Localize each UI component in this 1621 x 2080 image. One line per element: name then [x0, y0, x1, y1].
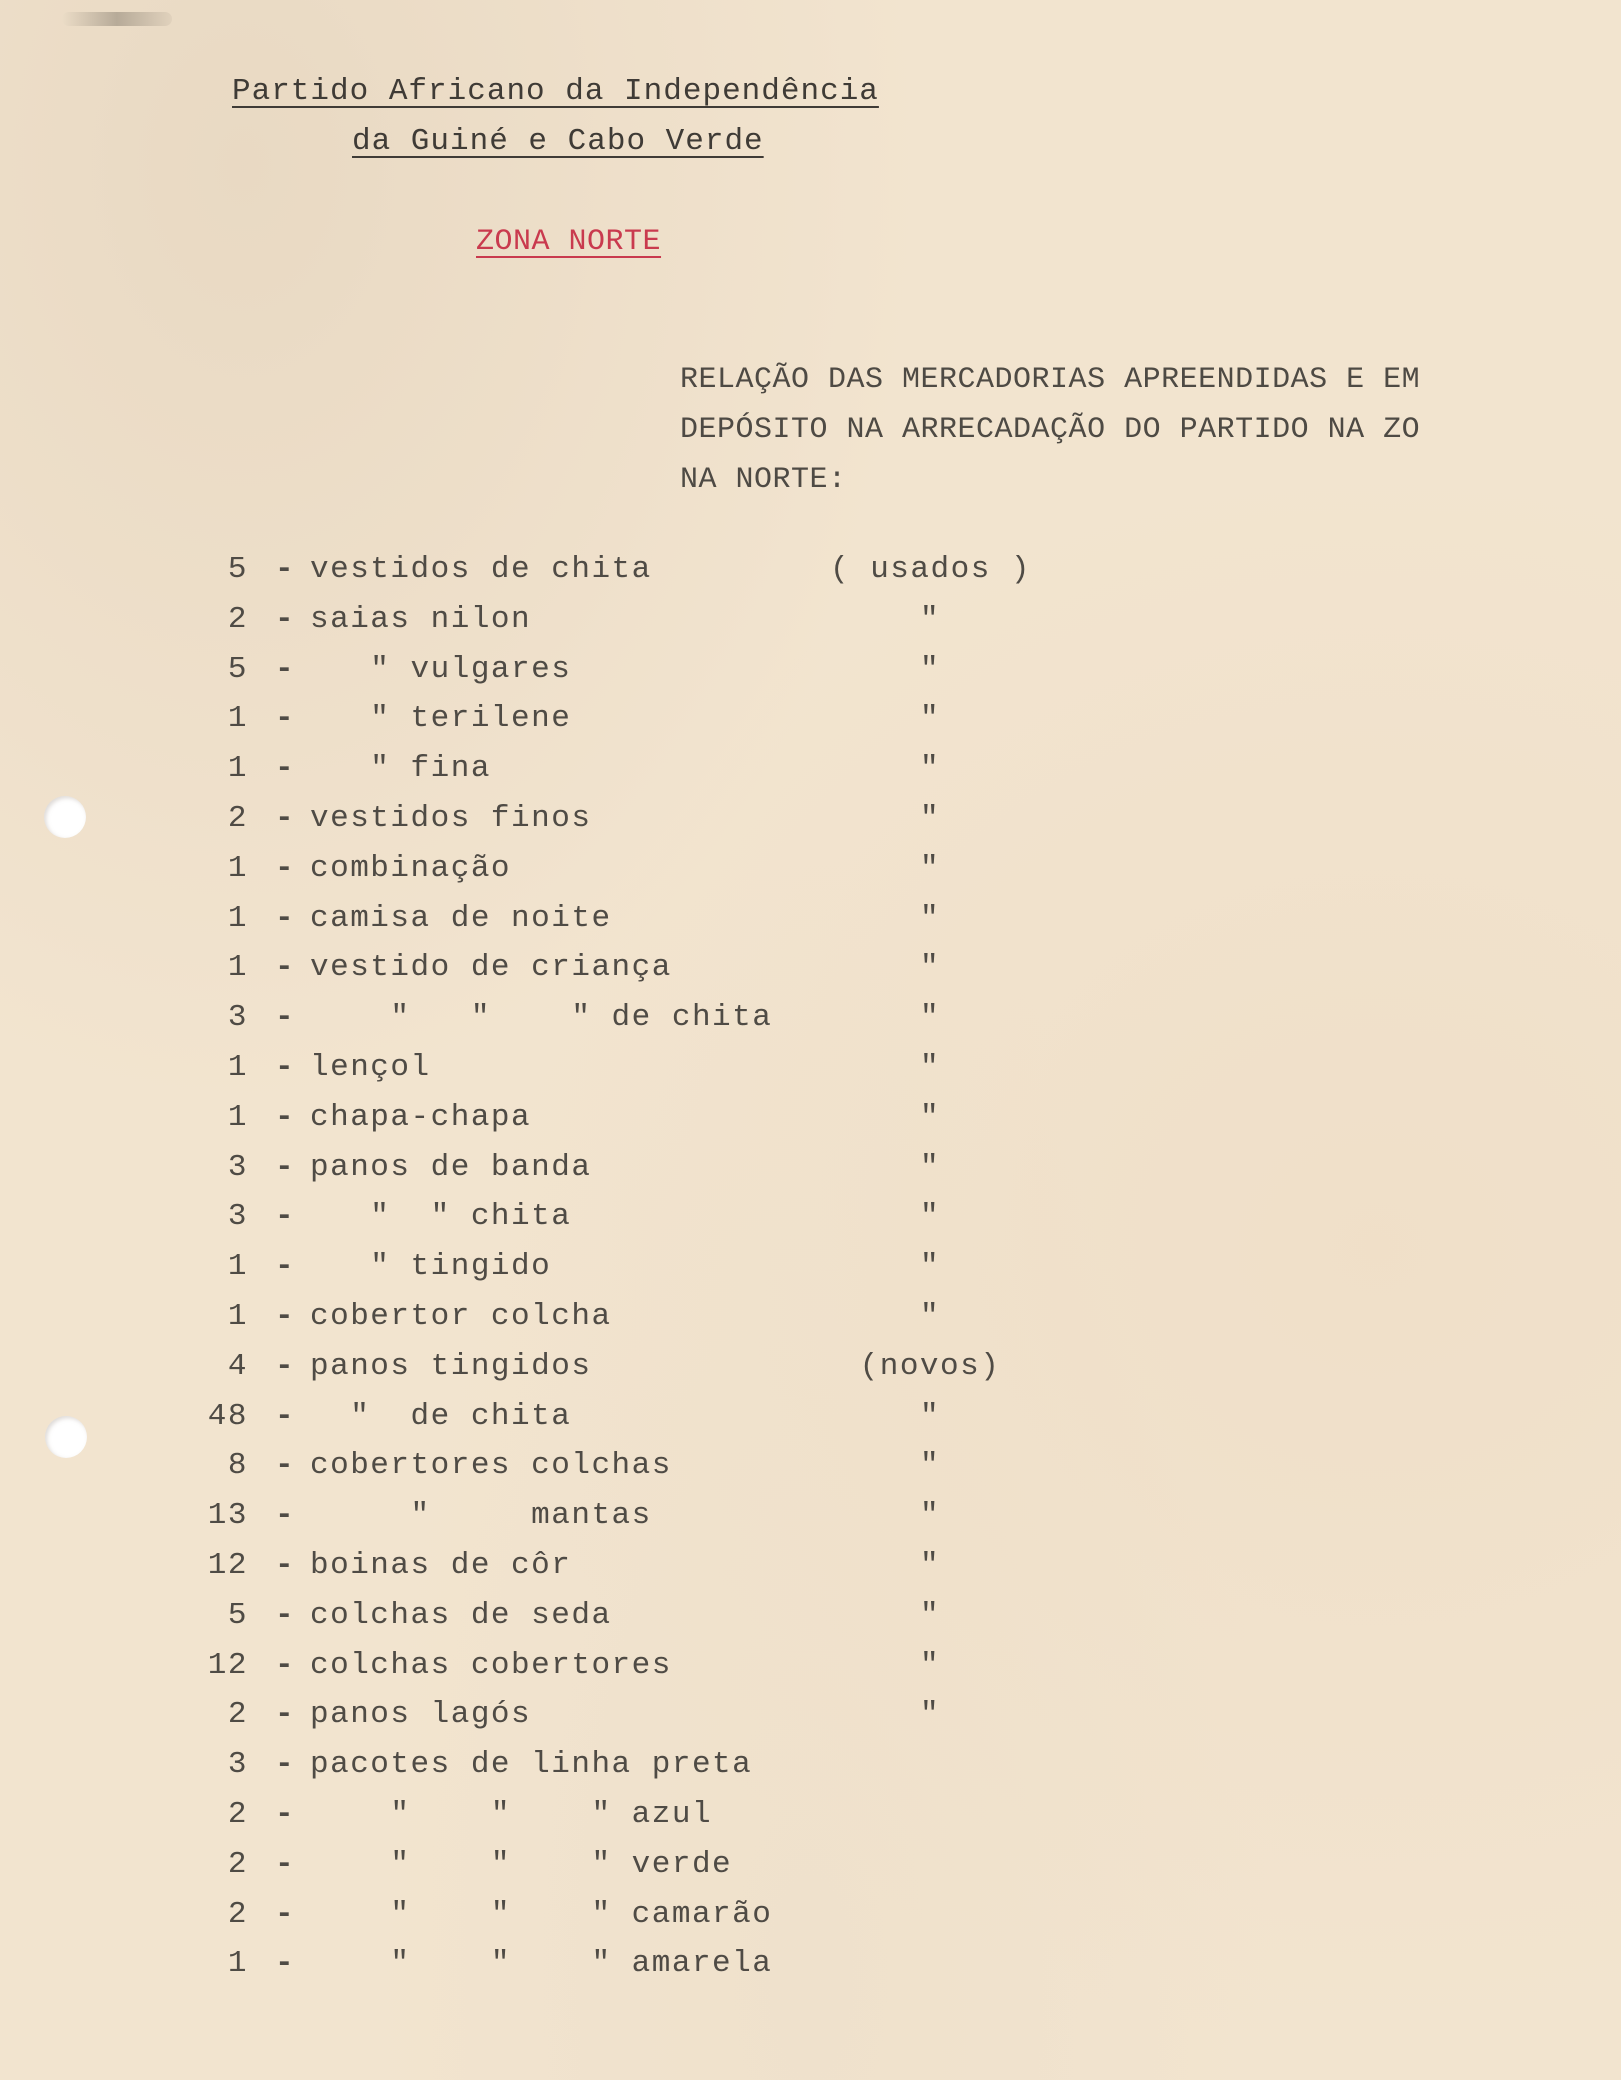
list-item [190, 1747, 1190, 1797]
list-item [190, 1399, 1190, 1449]
item-condition: " [919, 1000, 941, 1036]
item-quantity: 1 [227, 1049, 248, 1085]
list-item [190, 801, 1190, 851]
item-quantity: 1 [227, 900, 248, 936]
item-quantity: 3 [227, 1747, 248, 1783]
item-description: cobertores colchas [310, 1448, 672, 1484]
item-quantity: 3 [227, 1149, 248, 1185]
item-description: panos tingidos [310, 1348, 592, 1384]
item-quantity: 1 [227, 701, 248, 737]
item-description: boinas de côr [310, 1547, 572, 1583]
item-quantity: 1 [227, 1249, 248, 1285]
list-item [190, 1897, 1190, 1947]
list-item [190, 1797, 1190, 1847]
item-description: vestido de criança [310, 950, 672, 986]
heading-line: RELAÇÃO DAS MERCADORIAS APREENDIDAS E EM [680, 363, 1421, 397]
item-condition: (novos) [859, 1348, 1001, 1384]
item-quantity: 1 [227, 950, 248, 986]
item-quantity: 48 [207, 1398, 248, 1434]
item-quantity: 5 [227, 651, 248, 687]
item-condition: " [919, 1249, 941, 1285]
item-dash: - [274, 1846, 296, 1882]
item-dash: - [274, 950, 296, 986]
item-quantity: 5 [227, 552, 248, 587]
list-item [190, 1847, 1190, 1897]
item-condition: " [919, 1498, 941, 1534]
item-quantity: 2 [227, 800, 248, 836]
list-item [190, 552, 1190, 602]
item-dash: - [274, 1249, 296, 1285]
item-description: panos de banda [310, 1149, 592, 1185]
item-description: " fina [310, 751, 491, 787]
list-item [190, 1299, 1190, 1349]
item-dash: - [274, 1747, 296, 1783]
list-item [190, 1648, 1190, 1698]
item-description: " mantas [310, 1498, 652, 1534]
item-dash: - [274, 1348, 296, 1384]
item-condition: " [919, 900, 941, 936]
zone-title: ZONA NORTE [476, 225, 662, 259]
list-item [190, 1050, 1190, 1100]
item-dash: - [274, 1796, 296, 1832]
item-condition: " [919, 800, 941, 836]
item-dash: - [274, 1697, 296, 1733]
item-quantity: 2 [227, 1796, 248, 1832]
list-item [190, 901, 1190, 951]
item-dash: - [274, 1896, 296, 1932]
item-dash: - [274, 850, 296, 886]
item-dash: - [274, 1149, 296, 1185]
list-item [190, 1548, 1190, 1598]
item-description: " " " amarela [310, 1946, 773, 1982]
document-heading [680, 355, 1520, 505]
list-item [190, 950, 1190, 1000]
item-condition: " [919, 701, 941, 737]
item-description: " " " verde [310, 1846, 733, 1882]
item-quantity: 1 [227, 850, 248, 886]
list-item [190, 1448, 1190, 1498]
item-description: pacotes de linha preta [310, 1747, 753, 1783]
list-item [190, 751, 1190, 801]
list-item [190, 1199, 1190, 1249]
goods-list [190, 552, 1190, 1996]
item-condition: " [919, 1697, 941, 1733]
item-quantity: 1 [227, 1099, 248, 1135]
heading-line: NA NORTE: [680, 463, 847, 497]
item-condition: " [919, 1448, 941, 1484]
item-quantity: 1 [227, 1946, 248, 1982]
item-description: combinação [310, 850, 512, 886]
item-dash: - [274, 1398, 296, 1434]
item-dash: - [274, 1448, 296, 1484]
item-dash: - [274, 1199, 296, 1235]
item-condition: " [919, 950, 941, 986]
item-dash: - [274, 751, 296, 787]
item-description: " " " de chita [310, 1000, 773, 1036]
list-item [190, 851, 1190, 901]
item-quantity: 1 [227, 1298, 248, 1334]
item-quantity: 2 [227, 601, 248, 637]
item-condition: " [919, 1398, 941, 1434]
item-quantity: 1 [227, 751, 248, 787]
item-dash: - [274, 1000, 296, 1036]
item-quantity: 12 [207, 1647, 248, 1683]
item-condition: " [919, 1547, 941, 1583]
item-dash: - [274, 1647, 296, 1683]
list-item [190, 1249, 1190, 1299]
item-condition: " [919, 1298, 941, 1334]
item-description: camisa de noite [310, 900, 612, 936]
item-description: " vulgares [310, 651, 572, 687]
item-quantity: 13 [207, 1498, 248, 1534]
item-description: colchas de seda [310, 1597, 612, 1633]
item-condition: " [919, 1049, 941, 1085]
item-condition: " [919, 601, 941, 637]
item-dash: - [274, 1597, 296, 1633]
item-quantity: 5 [227, 1597, 248, 1633]
paper-stain [62, 12, 172, 26]
item-quantity: 8 [227, 1448, 248, 1484]
item-condition: ( usados ) [830, 552, 1032, 587]
item-condition: " [919, 1099, 941, 1135]
item-dash: - [274, 1298, 296, 1334]
item-quantity: 3 [227, 1000, 248, 1036]
item-description: " " chita [310, 1199, 572, 1235]
heading-line: DEPÓSITO NA ARRECADAÇÃO DO PARTIDO NA ZO [680, 413, 1421, 447]
item-dash: - [274, 701, 296, 737]
list-item [190, 1498, 1190, 1548]
item-description: vestidos finos [310, 800, 592, 836]
item-description: " de chita [310, 1398, 572, 1434]
item-dash: - [274, 1049, 296, 1085]
item-quantity: 4 [227, 1348, 248, 1384]
list-item [190, 1100, 1190, 1150]
item-dash: - [274, 601, 296, 637]
item-condition: " [919, 850, 941, 886]
item-description: cobertor colcha [310, 1298, 612, 1334]
item-dash: - [274, 552, 296, 587]
item-description: colchas cobertores [310, 1647, 672, 1683]
item-dash: - [274, 1547, 296, 1583]
list-item [190, 652, 1190, 702]
item-description: " tingido [310, 1249, 552, 1285]
item-description: panos lagós [310, 1697, 532, 1733]
list-item [190, 1000, 1190, 1050]
list-item [190, 1150, 1190, 1200]
list-item [190, 1697, 1190, 1747]
item-dash: - [274, 1946, 296, 1982]
item-quantity: 2 [227, 1896, 248, 1932]
organization-name-line-2: da Guiné e Cabo Verde [352, 124, 764, 159]
item-condition: " [919, 1199, 941, 1235]
item-quantity: 12 [207, 1547, 248, 1583]
item-condition: " [919, 1149, 941, 1185]
list-item [190, 602, 1190, 652]
item-quantity: 3 [227, 1199, 248, 1235]
punch-hole [44, 796, 86, 838]
item-description: " " " camarão [310, 1896, 773, 1932]
list-item [190, 701, 1190, 751]
item-quantity: 2 [227, 1846, 248, 1882]
item-quantity: 2 [227, 1697, 248, 1733]
item-description: vestidos de chita [310, 552, 652, 587]
item-dash: - [274, 1099, 296, 1135]
item-dash: - [274, 651, 296, 687]
organization-name-line-1: Partido Africano da Independência [232, 74, 879, 109]
item-condition: " [919, 651, 941, 687]
item-condition: " [919, 1647, 941, 1683]
item-dash: - [274, 800, 296, 836]
list-item [190, 1349, 1190, 1399]
item-description: " terilene [310, 701, 572, 737]
list-item [190, 1946, 1190, 1996]
punch-hole [45, 1416, 87, 1458]
item-description: chapa-chapa [310, 1099, 532, 1135]
item-description: " " " azul [310, 1796, 713, 1832]
item-description: saias nilon [310, 601, 532, 637]
item-condition: " [919, 751, 941, 787]
list-item [190, 1598, 1190, 1648]
item-dash: - [274, 900, 296, 936]
item-condition: " [919, 1597, 941, 1633]
item-dash: - [274, 1498, 296, 1534]
item-description: lençol [310, 1049, 431, 1085]
